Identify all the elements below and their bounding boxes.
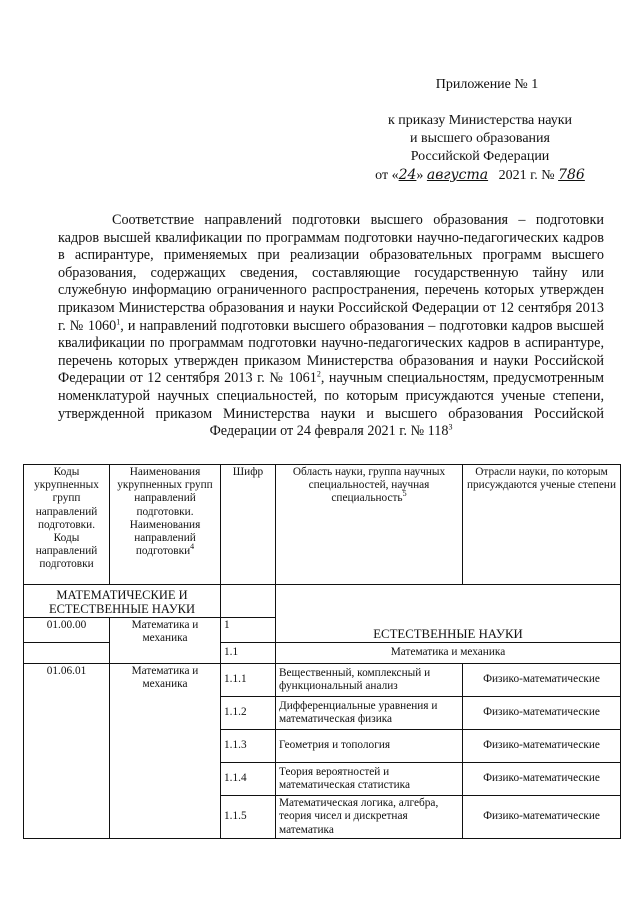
footnote-ref-5: 5 — [402, 489, 407, 499]
specialty-name: Геометрия и топология — [276, 730, 463, 763]
specialty-code: 1.1.1 — [221, 664, 276, 697]
subgroup-code: 1.1 — [221, 643, 276, 664]
title-part-2: , и направлений подготовки высшего образования – подготовки кадров высшей квалификации по программам подготовки научно-педагогических кадров в аспирантуре, перечень которых утвержден приказом Министерства образования и науки Российской Федерации от 12 сентября 2013 г. № 1061 — [58, 317, 604, 387]
footnote-ref-3: 3 — [448, 422, 453, 432]
specialty-code: 1.1.3 — [221, 730, 276, 763]
specialty-name: Теория вероятностей и математическая статистика — [276, 763, 463, 796]
direction-name: Математика и механика — [110, 664, 221, 839]
header-codes: Коды укрупненных групп направлений подготовки. Коды направлений подготовки — [24, 465, 110, 585]
subgroup-name: Математика и механика — [276, 643, 621, 664]
footnote-ref-2: 2 — [316, 369, 321, 379]
document-title — [58, 212, 604, 441]
section-title: МАТЕМАТИЧЕСКИЕ И ЕСТЕСТВЕННЫЕ НАУКИ — [24, 585, 221, 618]
group-name: Математика и механика — [110, 618, 221, 664]
specialty-branch: Физико-математические — [463, 763, 621, 796]
order-ref-line2: и высшего образования — [410, 131, 550, 146]
footnote-ref-1: 1 — [116, 316, 121, 326]
correspondence-table — [23, 464, 621, 839]
header-names — [110, 465, 221, 585]
appendix-block — [330, 76, 630, 185]
handwritten-day: 24 — [398, 167, 417, 183]
header-branches: Отрасли науки, по которым присуждаются ученые степени — [463, 465, 621, 585]
specialty-code: 1.1.4 — [221, 763, 276, 796]
specialty-branch: Физико-математические — [463, 664, 621, 697]
title-paragraph — [58, 212, 604, 441]
date-prefix: от « — [375, 168, 399, 183]
title-part-3: , научным специальностям, предусмотренным номенклатурой научных специальностей, по которым присуждаются ученые степени, утвержденной приказом Министерства науки и высшего образования Российской Федерации от 24 февраля 2021 г. № 118 — [58, 370, 604, 440]
footnote-ref-4: 4 — [190, 542, 195, 552]
order-date-line — [330, 166, 630, 185]
order-ref-line3: Российской Федерации — [410, 149, 550, 164]
date-year: 2021 г. № — [498, 168, 555, 183]
field-code: 1 — [221, 618, 276, 643]
specialty-name: Математическая логика, алгебра, теория чисел и дискретная математика — [276, 796, 463, 839]
handwritten-month: августа — [426, 167, 489, 183]
direction-code: 01.06.01 — [24, 664, 110, 839]
order-ref-line1: к приказу Министерства науки — [387, 113, 573, 128]
natural-sciences-heading: ЕСТЕСТВЕННЫЕ НАУКИ — [276, 585, 621, 643]
header-names-text: Наименования укрупненных групп направлений подготовки. Наименования направлений подготовки — [117, 466, 213, 558]
header-science-area — [276, 465, 463, 585]
header-cipher: Шифр — [221, 465, 276, 585]
date-sep: » — [416, 168, 424, 183]
appendix-number: Приложение № 1 — [435, 77, 539, 92]
section-empty-cell — [221, 585, 276, 618]
group-code: 01.00.00 — [24, 618, 110, 643]
title-part-1: Соответствие направлений подготовки высшего образования – подготовки кадров высшей квалификации по программам подготовки научно-педагогических кадров в аспирантуре, применяемых при реализации образовательных программ высшего образования, содержащих сведения, составляющие государственную тайну или служебную информацию ограниченного распространения, перечень которых утвержден приказом Министерства образования и науки Российской Федерации от 12 сентября 2013 г. № 1060 — [58, 212, 604, 334]
handwritten-order-number: 786 — [558, 167, 585, 183]
specialty-branch: Физико-математические — [463, 697, 621, 730]
specialty-code: 1.1.2 — [221, 697, 276, 730]
specialty-name: Дифференциальные уравнения и математическая физика — [276, 697, 463, 730]
header-science-area-text: Область науки, группа научных специальностей, научная специальность — [292, 466, 446, 505]
specialty-branch: Физико-математические — [463, 730, 621, 763]
specialty-code: 1.1.5 — [221, 796, 276, 839]
specialty-branch: Физико-математические — [463, 796, 621, 839]
section-row — [24, 585, 621, 618]
subgroup-empty-cell — [24, 643, 110, 664]
table-header-row — [24, 465, 621, 585]
table-row — [24, 664, 621, 697]
specialty-name: Вещественный, комплексный и функциональный анализ — [276, 664, 463, 697]
